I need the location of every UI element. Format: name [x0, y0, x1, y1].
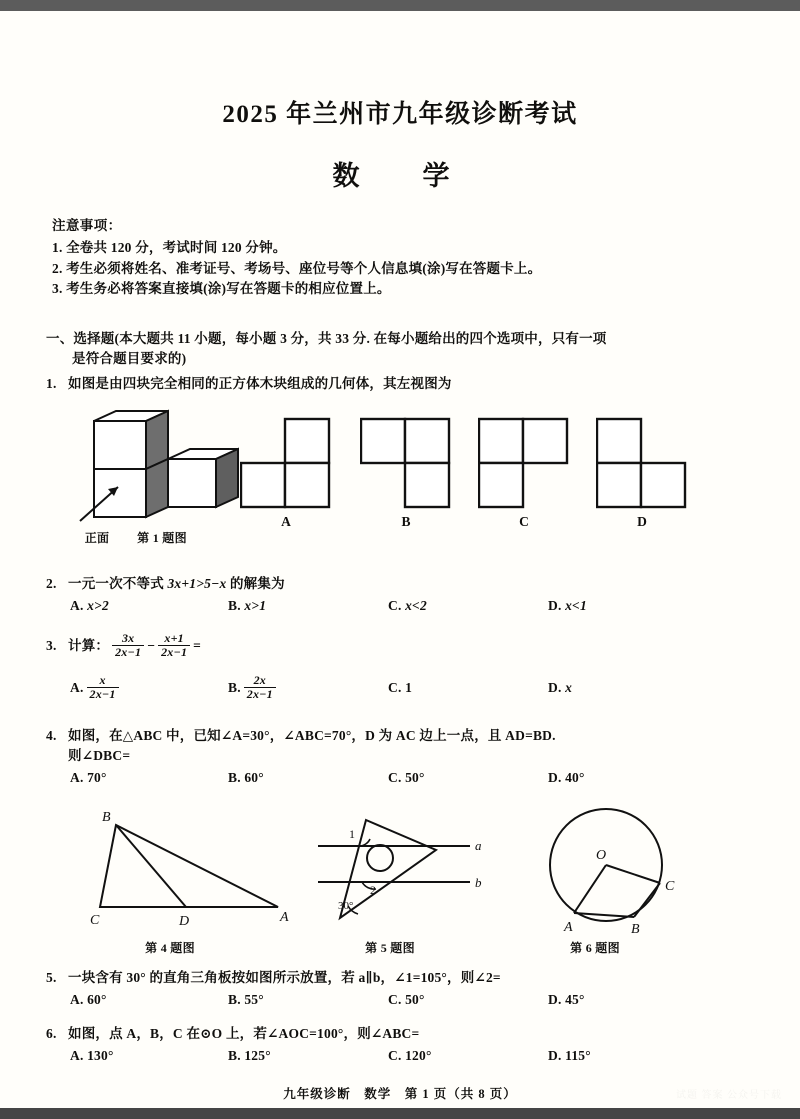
svg-text:B: B	[631, 922, 640, 935]
question-3-option-c-letter: C.	[388, 679, 402, 695]
question-2-option-d-text: x<1	[565, 598, 587, 613]
question-1-option-d-label[interactable]: D	[637, 514, 647, 529]
question-2-option-b-letter: B.	[228, 598, 241, 613]
question-3-option-d-text: x	[565, 679, 573, 695]
section-heading-multiple-choice	[46, 329, 756, 369]
section-heading-line-1: 一、选择题(本大题共 11 小题，每小题 3 分，共 33 分. 在每小题给出的四个选项中，只有一项	[46, 331, 607, 346]
question-2-text-pre: 一元一次不等式	[68, 576, 168, 591]
question-3-fraction-1-denominator: 2x−1	[112, 645, 144, 659]
question-5-stem	[46, 968, 761, 988]
question-2	[46, 574, 756, 614]
question-6-option-b-letter: B.	[228, 1048, 241, 1063]
question-3-option-b[interactable]	[228, 674, 388, 702]
question-2-number: 2.	[46, 576, 57, 591]
question-5-option-a-letter: A.	[70, 992, 84, 1007]
question-2-option-a-text: x>2	[87, 598, 109, 613]
question-4-option-c[interactable]	[388, 770, 548, 786]
question-6-option-b[interactable]	[228, 1048, 388, 1064]
question-5-option-d-text: 45°	[565, 992, 585, 1007]
question-3-option-b-numerator: 2x	[253, 672, 267, 687]
svg-text:A: A	[564, 920, 573, 935]
question-2-option-a-letter: A.	[70, 598, 84, 613]
svg-text:C: C	[665, 879, 675, 894]
svg-text:30°: 30°	[338, 900, 354, 912]
svg-text:a: a	[475, 838, 482, 853]
question-4-options	[46, 770, 761, 786]
question-3-option-b-denominator: 2x−1	[244, 687, 276, 701]
question-3-fraction-2-denominator: 2x−1	[158, 645, 190, 659]
exam-notes	[52, 214, 752, 300]
question-5-option-c-text: 50°	[405, 992, 425, 1007]
question-2-option-d-letter: D.	[548, 598, 562, 613]
note-item-3: 3. 考生务必将答案直接填(涂)写在答题卡的相应位置上。	[52, 281, 391, 296]
question-3-fraction-2	[158, 632, 190, 660]
question-2-options	[46, 598, 756, 614]
question-6-text: 如图，点 A，B，C 在⊙O 上，若∠AOC=100°，则∠ABC=	[68, 1026, 420, 1041]
question-2-text-post: 的解集为	[226, 576, 285, 591]
question-4-option-b-letter: B.	[228, 770, 241, 785]
question-5	[46, 968, 761, 1008]
question-5-text: 一块含有 30° 的直角三角板按如图所示放置，若 a∥b，∠1=105°，则∠2=	[68, 970, 501, 985]
notes-heading: 注意事项：	[52, 218, 122, 233]
question-1-option-b-label[interactable]: B	[401, 514, 411, 529]
question-2-option-b[interactable]	[228, 598, 388, 614]
question-4-triangle-figure	[78, 809, 298, 927]
question-5-option-c[interactable]	[388, 992, 548, 1008]
question-4-option-d-letter: D.	[548, 770, 562, 785]
question-6-option-c-letter: C.	[388, 1048, 402, 1063]
question-6-option-d-letter: D.	[548, 1048, 562, 1063]
question-2-option-d[interactable]	[548, 598, 587, 614]
question-3-option-a[interactable]	[70, 674, 228, 702]
question-5-figure-caption: 第 5 题图	[365, 941, 415, 955]
question-3-text-pre: 计算：	[68, 637, 110, 653]
question-1-option-a-shape	[240, 416, 332, 511]
question-1-option-c-label[interactable]: C	[519, 514, 529, 529]
question-3-option-a-denominator: 2x−1	[87, 687, 119, 701]
question-6-options	[46, 1048, 761, 1064]
question-4-option-d-text: 40°	[565, 770, 585, 785]
question-1-figure-caption: 第 1 题图	[137, 531, 187, 545]
svg-text:2: 2	[370, 883, 376, 897]
question-5-option-d-letter: D.	[548, 992, 562, 1007]
question-3-fraction-1	[112, 632, 144, 660]
svg-text:A: A	[280, 910, 289, 925]
page-footer: 九年级诊断 数学 第 1 页（共 8 页）	[283, 1087, 517, 1101]
question-1-solid-figure	[72, 409, 242, 527]
svg-text:B: B	[102, 810, 111, 825]
question-3-option-b-letter: B.	[228, 679, 241, 695]
question-3-option-a-numerator: x	[99, 672, 106, 687]
question-3-option-d[interactable]	[548, 674, 572, 702]
question-4-option-a-text: 70°	[87, 770, 107, 785]
question-4-option-a-letter: A.	[70, 770, 84, 785]
question-4-figure-caption: 第 4 题图	[145, 941, 195, 955]
question-2-option-a[interactable]	[70, 598, 228, 614]
question-3-option-c-text: 1	[405, 679, 413, 695]
svg-text:1: 1	[349, 827, 355, 841]
question-1-front-label: 正面	[84, 531, 110, 545]
question-4-stem-line-2: 则∠DBC=	[68, 748, 131, 763]
question-1-stem	[46, 374, 756, 394]
question-5-number: 5.	[46, 970, 57, 985]
question-5-option-c-letter: C.	[388, 992, 402, 1007]
scan-bottom-edge-bar	[0, 1108, 800, 1119]
question-4-stem-line-1	[46, 726, 761, 746]
section-heading-line-2: 是符合题目要求的)	[72, 351, 187, 366]
question-5-options	[46, 992, 761, 1008]
question-5-option-d[interactable]	[548, 992, 585, 1008]
svg-text:O: O	[596, 848, 607, 863]
question-2-stem	[46, 574, 756, 594]
question-3-fraction-1-numerator: 3x	[121, 631, 135, 645]
question-5-ruler-figure	[318, 806, 498, 931]
scan-top-edge-bar	[0, 0, 800, 11]
page-title: 2025 年兰州市九年级诊断考试	[222, 101, 578, 128]
question-6-option-a-text: 130°	[87, 1048, 114, 1063]
question-5-option-b[interactable]	[228, 992, 388, 1008]
question-6-stem	[46, 1024, 761, 1044]
question-2-option-c-text: x<2	[405, 598, 427, 613]
question-4-number: 4.	[46, 728, 57, 743]
question-6-option-d[interactable]	[548, 1048, 591, 1064]
question-4-text-1: 如图，在△ABC 中，已知∠A=30°，∠ABC=70°，D 为 AC 边上一点，且 AD=BD.	[68, 728, 556, 743]
watermark: 试题 答案 公众号下载	[676, 1090, 782, 1101]
question-3-option-c[interactable]	[388, 674, 548, 702]
question-6	[46, 1024, 761, 1064]
question-5-option-b-letter: B.	[228, 992, 241, 1007]
question-6-option-c-text: 120°	[405, 1048, 432, 1063]
question-4	[46, 726, 761, 786]
question-1-number: 1.	[46, 376, 57, 391]
question-1-option-d-shape	[596, 416, 688, 511]
question-2-option-b-text: x>1	[244, 598, 267, 613]
note-item-2: 2. 考生必须将姓名、准考证号、考场号、座位号等个人信息填(涂)写在答题卡上。	[52, 260, 542, 276]
question-5-option-b-text: 55°	[244, 992, 264, 1007]
question-6-option-d-text: 115°	[565, 1048, 591, 1063]
exam-paper-page	[0, 11, 800, 1108]
question-1-option-a-label[interactable]: A	[281, 514, 291, 529]
question-3	[46, 632, 756, 702]
question-3-option-a-letter: A.	[70, 679, 84, 695]
question-6-option-c[interactable]	[388, 1048, 548, 1064]
question-4-option-b[interactable]	[228, 770, 388, 786]
question-6-figure-caption: 第 6 题图	[570, 941, 620, 955]
question-5-option-a-text: 60°	[87, 992, 107, 1007]
question-3-fraction-2-numerator: x+1	[164, 631, 184, 645]
question-6-option-b-text: 125°	[244, 1048, 271, 1063]
question-3-option-d-letter: D.	[548, 679, 562, 695]
question-6-number: 6.	[46, 1026, 57, 1041]
question-3-stem	[46, 632, 756, 660]
question-1-option-c-shape	[478, 416, 570, 511]
question-5-option-a[interactable]	[70, 992, 228, 1008]
question-1	[46, 374, 756, 394]
question-3-number: 3.	[46, 637, 57, 653]
question-1-option-b-shape	[360, 416, 452, 511]
question-4-option-d[interactable]	[548, 770, 585, 786]
subject-title: 数 学	[332, 161, 468, 191]
question-6-circle-figure	[534, 807, 694, 935]
question-3-operator: −	[147, 637, 156, 653]
question-4-option-c-text: 50°	[405, 770, 425, 785]
question-2-expression: 3x+1>5−x	[167, 576, 227, 591]
question-3-options	[46, 674, 756, 702]
question-4-option-c-letter: C.	[388, 770, 402, 785]
question-4-option-a[interactable]	[70, 770, 228, 786]
question-3-option-a-fraction	[87, 674, 119, 702]
question-3-equals: =	[193, 637, 202, 653]
question-3-option-b-fraction	[244, 674, 276, 702]
note-item-1: 1. 全卷共 120 分，考试时间 120 分钟。	[52, 240, 287, 255]
question-4-option-b-text: 60°	[244, 770, 264, 785]
question-6-option-a-letter: A.	[70, 1048, 84, 1063]
svg-text:C: C	[90, 913, 100, 927]
question-6-option-a[interactable]	[70, 1048, 228, 1064]
question-2-option-c[interactable]	[388, 598, 548, 614]
svg-text:b: b	[475, 875, 482, 890]
question-2-option-c-letter: C.	[388, 598, 402, 613]
question-1-text: 如图是由四块完全相同的正方体木块组成的几何体，其左视图为	[68, 376, 452, 391]
svg-text:D: D	[179, 914, 190, 927]
